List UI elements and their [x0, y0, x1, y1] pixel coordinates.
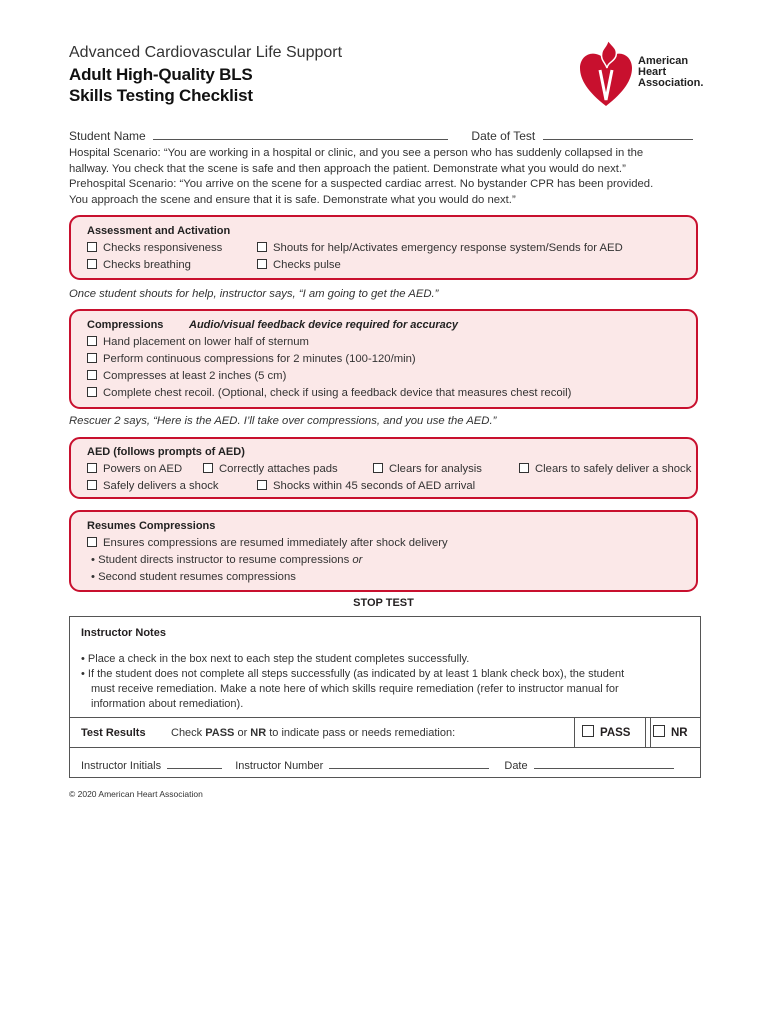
check-item[interactable]: Checks pulse	[257, 259, 341, 271]
check-item[interactable]: Safely delivers a shock	[87, 480, 219, 492]
title-line-1: Adult High-Quality BLS	[69, 65, 253, 84]
check-item[interactable]: Complete chest recoil. (Optional, check if using a feedback device that measures chest recoil)	[87, 387, 571, 399]
checkbox-icon[interactable]	[87, 370, 97, 380]
instructor-notes-header: Instructor Notes	[81, 627, 166, 639]
assessment-section	[69, 215, 698, 280]
resume-bullet-2: • Second student resumes compressions	[91, 571, 296, 583]
checkbox-icon[interactable]	[87, 463, 97, 473]
stop-test-label: STOP TEST	[353, 597, 414, 609]
feedback-device-note: Audio/visual feedback device required for accuracy	[189, 319, 458, 331]
instructor-prompt-2: Rescuer 2 says, “Here is the AED. I’ll take over compressions, and you use the AED.”	[69, 415, 497, 427]
checkbox-icon[interactable]	[582, 725, 594, 737]
student-name-field[interactable]	[153, 127, 448, 140]
checkbox-icon[interactable]	[87, 480, 97, 490]
checkbox-icon[interactable]	[257, 259, 267, 269]
checkbox-icon[interactable]	[519, 463, 529, 473]
checkbox-icon[interactable]	[87, 387, 97, 397]
check-item[interactable]: Checks responsiveness	[87, 242, 222, 254]
test-results-instructions: Check PASS or NR to indicate pass or needs remediation:	[171, 727, 456, 739]
program-subtitle: Advanced Cardiovascular Life Support	[69, 44, 343, 61]
instructor-notes-bullets: • Place a check in the box next to each step the student completes successfully. • If the student does not complete all steps successfully (as indicated by at least 1 blank check box), the student must receive remediation. Make a note here of which skills require remediation (refer to instructor manual for information about remediation).	[81, 653, 625, 710]
resume-bullet-1: • Student directs instructor to resume compressions or	[91, 554, 363, 566]
compressions-header: Compressions	[87, 319, 164, 331]
checkbox-icon[interactable]	[87, 242, 97, 252]
date-field[interactable]	[534, 758, 674, 769]
student-info-row	[69, 127, 693, 143]
check-item[interactable]: Shocks within 45 seconds of AED arrival	[257, 480, 475, 492]
instructor-initials-label: Instructor Initials	[81, 760, 162, 772]
checkbox-icon[interactable]	[373, 463, 383, 473]
resumes-section	[69, 510, 698, 592]
check-item[interactable]: Clears to safely deliver a shock	[519, 463, 691, 475]
test-results-label: Test Results	[81, 727, 146, 739]
aed-section	[69, 437, 698, 499]
instructor-signoff-row	[81, 758, 674, 772]
check-item[interactable]: Perform continuous compressions for 2 minutes (100-120/min)	[87, 353, 416, 365]
date-of-test-label: Date of Test	[471, 129, 536, 143]
resumes-header: Resumes Compressions	[87, 520, 216, 532]
pass-option[interactable]: PASS	[582, 725, 630, 739]
check-item[interactable]: Shouts for help/Activates emergency response system/Sends for AED	[257, 242, 623, 254]
check-item[interactable]: Clears for analysis	[373, 463, 482, 475]
instructor-number-field[interactable]	[329, 758, 489, 769]
aha-logo	[578, 36, 708, 108]
check-item[interactable]: Powers on AED	[87, 463, 182, 475]
copyright: © 2020 American Heart Association	[69, 789, 203, 799]
compressions-section	[69, 309, 698, 409]
checkbox-icon[interactable]	[87, 353, 97, 363]
checkbox-icon[interactable]	[203, 463, 213, 473]
prehospital-scenario: Prehospital Scenario: “You arrive on the scene for a suspected cardiac arrest. No bystander CPR has been provided. You approach the scene and ensure that it is safe. Demonstrate what you would do next.”	[69, 178, 654, 206]
hospital-scenario: Hospital Scenario: “You are working in a hospital or clinic, and you see a person who has suddenly collapsed in the hallway. You check that the scene is safe and then approach the patient. Demonstrate what you would do next.”	[69, 147, 644, 175]
instructor-notes-table	[69, 616, 701, 778]
date-of-test-field[interactable]	[543, 127, 693, 140]
heart-torch-icon	[578, 36, 634, 108]
check-item[interactable]: Compresses at least 2 inches (5 cm)	[87, 370, 286, 382]
check-item[interactable]: Checks breathing	[87, 259, 191, 271]
checkbox-icon[interactable]	[87, 336, 97, 346]
divider	[70, 747, 700, 748]
page-title	[69, 64, 253, 106]
instructor-initials-field[interactable]	[167, 758, 222, 769]
aed-header: AED (follows prompts of AED)	[87, 446, 245, 458]
title-line-2: Skills Testing Checklist	[69, 86, 253, 105]
checkbox-icon[interactable]	[257, 242, 267, 252]
logo-wordmark: American Heart Association.	[638, 55, 704, 89]
assessment-header: Assessment and Activation	[87, 225, 231, 237]
check-item[interactable]: Hand placement on lower half of sternum	[87, 336, 309, 348]
checkbox-icon[interactable]	[257, 480, 267, 490]
checkbox-icon[interactable]	[87, 259, 97, 269]
student-name-label: Student Name	[69, 129, 146, 143]
check-item[interactable]: Correctly attaches pads	[203, 463, 338, 475]
date-label: Date	[504, 760, 528, 772]
checkbox-icon[interactable]	[653, 725, 665, 737]
checkbox-icon[interactable]	[87, 537, 97, 547]
nr-option[interactable]: NR	[653, 725, 688, 739]
instructor-number-label: Instructor Number	[235, 760, 324, 772]
instructor-prompt-1: Once student shouts for help, instructor says, “I am going to get the AED.”	[69, 288, 439, 300]
check-item[interactable]: Ensures compressions are resumed immediately after shock delivery	[87, 537, 448, 549]
